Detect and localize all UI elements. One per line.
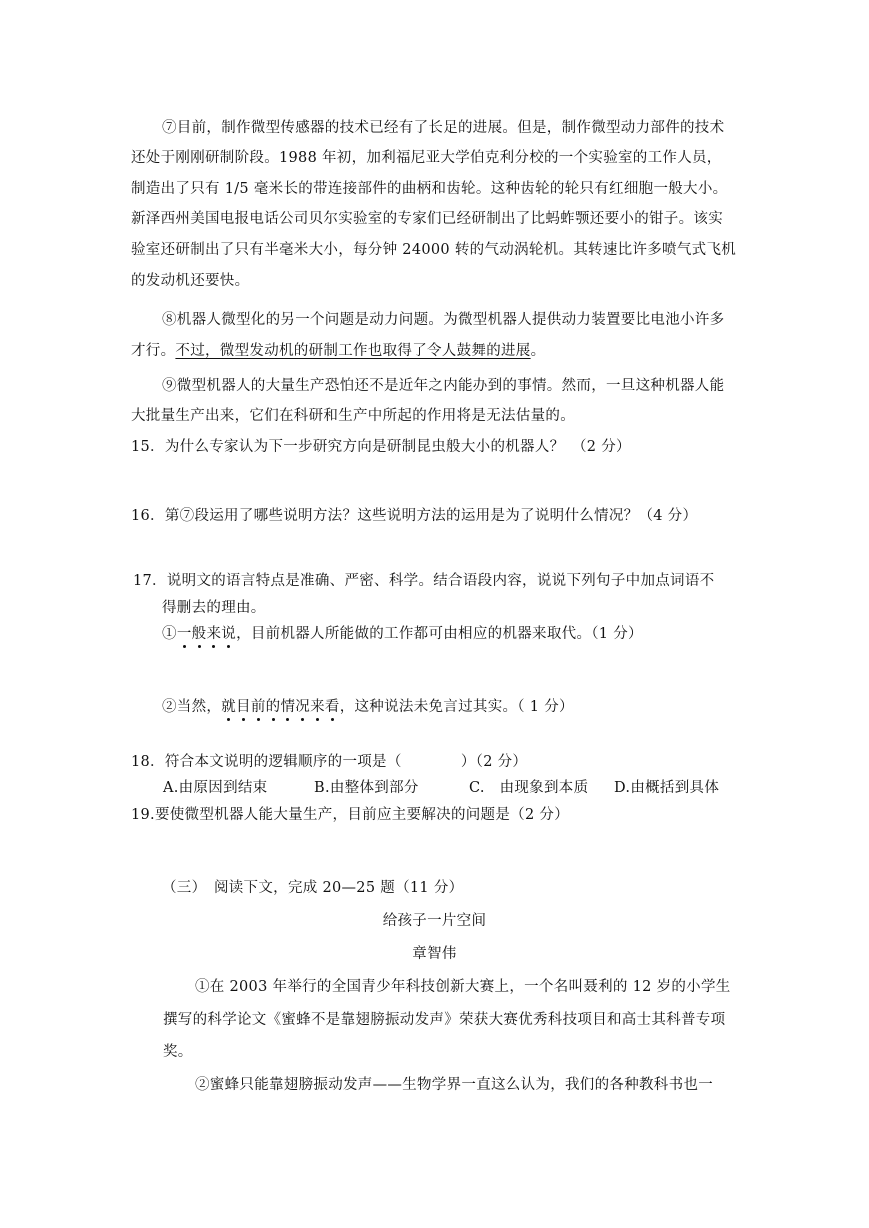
dotted-char: 说 bbox=[221, 626, 237, 642]
item-1-rest: ，目前机器人所能做的工作都可由相应的机器来取代。（1 分） bbox=[236, 626, 643, 642]
dotted-char: 就 bbox=[221, 699, 237, 715]
question-18: 18．符合本文说明的逻辑顺序的一项是（ ）（2 分） bbox=[131, 754, 528, 770]
dotted-char: 一 bbox=[176, 626, 192, 642]
para9-line-2: 大批量生产出来，它们在科研和生产中所起的作用将是无法估量的。 bbox=[131, 408, 575, 424]
article-p1-line-1: ①在 2003 年举行的全国青少年科技创新大赛上，一个名叫聂利的 12 岁的小学生 bbox=[195, 979, 731, 995]
dotted-char: 况 bbox=[295, 699, 311, 715]
article-p2-line-1: ②蜜蜂只能靠翅膀振动发声——生物学界一直这么认为，我们的各种教科书也一 bbox=[195, 1077, 713, 1093]
q18-option-d: D.由概括到具体 bbox=[614, 780, 720, 796]
dotted-char: 前 bbox=[250, 699, 266, 715]
question-16: 16．第⑦段运用了哪些说明方法？这些说明方法的运用是为了说明什么情况？（4 分） bbox=[131, 508, 698, 524]
question-19: 19.要使微型机器人能大量生产，目前应主要解决的问题是（2 分） bbox=[131, 807, 569, 823]
q18-option-b: B.由整体到部分 bbox=[314, 780, 419, 796]
para8-line-2-plain: 才行。 bbox=[131, 343, 176, 359]
para8-line-1: ⑧机器人微型化的另一个问题是动力问题。为微型机器人提供动力装置要比电池小许多 bbox=[162, 312, 725, 328]
para8-line-2-end: 。 bbox=[530, 343, 546, 359]
question-15: 15．为什么专家认为下一步研究方向是研制昆虫般大小的机器人？ （2 分） bbox=[131, 439, 631, 455]
question-17-item-2 bbox=[162, 697, 574, 717]
para7-line-2: 还处于刚刚研制阶段。1988 年初，加利福尼亚大学伯克利分校的一个实验室的工作人员， bbox=[131, 150, 722, 166]
item-2-prefix: ②当然， bbox=[162, 699, 222, 715]
para9-line-1: ⑨微型机器人的大量生产恐怕还不是近年之内能办到的事情。然而，一旦这种机器人能 bbox=[162, 378, 725, 394]
article-author: 章智伟 bbox=[412, 946, 457, 962]
article-p1-line-2: 撰写的科学论文《蜜蜂不是靠翅膀振动发声》荣获大赛优秀科技项目和高士其科普专项 bbox=[163, 1012, 726, 1028]
section-3-header: （三） 阅读下文，完成 20—25 题（11 分） bbox=[162, 880, 464, 896]
question-17-line-1: 17．说明文的语言特点是准确、严密、科学。结合语段内容，说说下列句子中加点词语不 bbox=[133, 573, 715, 589]
dotted-char: 来 bbox=[310, 699, 325, 715]
dotted-char: 目 bbox=[236, 699, 251, 715]
article-p1-line-3: 奖。 bbox=[163, 1044, 193, 1060]
para8-line-2 bbox=[131, 341, 545, 361]
article-title: 给孩子一片空间 bbox=[382, 913, 487, 929]
q18-option-a: A.由原因到结束 bbox=[163, 780, 268, 796]
para7-line-3: 制造出了只有 1/5 毫米长的带连接部件的曲柄和齿轮。这种齿轮的轮只有红细胞一般大小。 bbox=[131, 181, 728, 197]
dotted-char: 般 bbox=[191, 626, 207, 642]
question-17-item-1 bbox=[162, 624, 643, 644]
dotted-char: 来 bbox=[206, 626, 222, 642]
item-1-prefix: ① bbox=[162, 626, 177, 642]
para7-line-6: 的发动机还要快。 bbox=[131, 273, 250, 289]
para7-line-1: ⑦目前，制作微型传感器的技术已经有了长足的进展。但是，制作微型动力部件的技术 bbox=[162, 120, 725, 136]
dotted-char: 情 bbox=[280, 699, 296, 715]
para8-underlined-sentence: 不过，微型发动机的研制工作也取得了令人鼓舞的进展 bbox=[175, 343, 531, 359]
question-17-line-2: 得删去的理由。 bbox=[162, 600, 266, 616]
dotted-char: 看 bbox=[324, 699, 340, 715]
dotted-char: 的 bbox=[265, 699, 281, 715]
item-2-rest: ，这种说法未免言过其实。（ 1 分） bbox=[339, 699, 574, 715]
para7-line-4: 新泽西州美国电报电话公司贝尔实验室的专家们已经研制出了比蚂蚱颚还要小的钳子。该实 bbox=[131, 211, 723, 227]
q18-option-c: C. 由现象到本质 bbox=[469, 780, 589, 796]
para7-line-5: 验室还研制出了只有半毫米大小，每分钟 24000 转的气动涡轮机。其转速比许多喷气式飞机 bbox=[131, 242, 737, 258]
